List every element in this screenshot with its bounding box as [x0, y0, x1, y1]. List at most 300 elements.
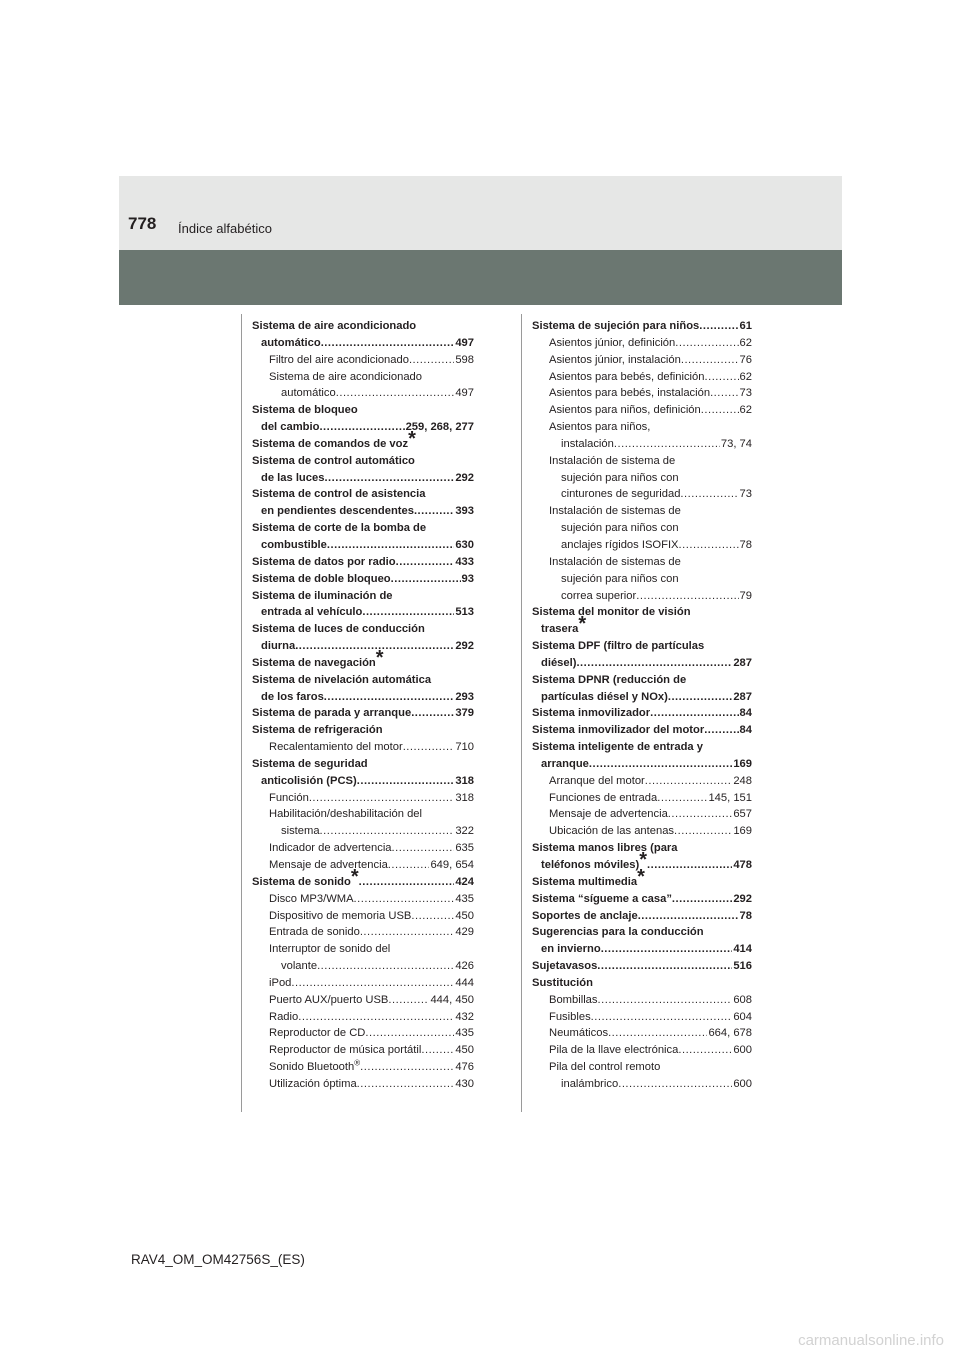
page-reference: 78 — [739, 909, 752, 922]
index-entry — [252, 1009, 474, 1026]
index-entry-text: Asientos para niños, definición — [549, 404, 701, 417]
page-reference: 287 — [733, 656, 752, 669]
index-entry-text: Instalación de sistemas de — [549, 505, 681, 518]
dot-leader — [411, 908, 454, 925]
dot-leader — [636, 588, 738, 605]
page-reference: 429 — [455, 926, 474, 939]
dot-leader — [614, 436, 720, 453]
index-entry — [532, 318, 752, 335]
dot-leader — [638, 908, 739, 925]
index-entry-text: Sistema multimedia* — [532, 865, 645, 888]
dot-leader — [672, 891, 732, 908]
asterisk-icon: * — [408, 427, 416, 450]
dot-leader — [704, 722, 738, 739]
index-entry-text: Reproductor de CD — [269, 1027, 366, 1040]
page-reference: 664, 678 — [708, 1027, 752, 1040]
index-entry — [532, 672, 752, 689]
page-reference: 62 — [739, 336, 752, 349]
asterisk-icon: * — [639, 849, 648, 871]
index-entry — [252, 638, 474, 655]
dot-leader — [598, 992, 733, 1009]
index-entry-text: sujeción para niños con — [561, 522, 679, 535]
page-reference: 248 — [733, 774, 752, 787]
index-entry — [252, 773, 474, 790]
dot-leader — [645, 773, 733, 790]
index-entry — [252, 705, 474, 722]
asterisk-icon: * — [375, 646, 384, 669]
index-entry-text: en invierno — [541, 943, 601, 956]
page-reference: 444 — [455, 976, 474, 989]
index-entry — [252, 1042, 474, 1059]
index-entry — [532, 756, 752, 773]
column-divider-left — [241, 314, 242, 1112]
dot-leader — [681, 352, 739, 369]
index-entry — [532, 402, 752, 419]
index-entry-text: Sistema del monitor de visión — [532, 606, 691, 619]
dot-leader — [701, 402, 739, 419]
page-reference: 84 — [739, 707, 752, 720]
index-entry-text: combustible — [261, 538, 327, 551]
index-entry-text: anticolisión (PCS) — [261, 774, 357, 787]
page-reference: 73, 74 — [720, 437, 752, 450]
index-entry — [532, 975, 752, 992]
index-entry-text: Habilitación/deshabilitación del — [269, 808, 422, 821]
index-entry-text: Sistema de datos por radio — [252, 555, 396, 568]
index-entry-text: Sonido Bluetooth® — [269, 1058, 361, 1074]
page-reference: 598 — [455, 353, 474, 366]
page-reference: 79 — [739, 589, 752, 602]
index-entry-text: de los faros — [261, 690, 324, 703]
index-entry-text: Sistema de luces de conducción — [252, 623, 425, 636]
page-reference: 292 — [733, 892, 752, 905]
index-entry — [532, 908, 752, 925]
index-entry — [252, 402, 474, 419]
index-entry — [532, 806, 752, 823]
dot-leader — [668, 689, 732, 706]
index-entry-text: Sistema de sujeción para niños — [532, 320, 700, 332]
page-reference: 259, 268, 277 — [405, 421, 474, 434]
index-entry-text: Asientos júnior, definición — [549, 336, 676, 349]
dot-leader — [291, 975, 454, 992]
index-entry — [252, 806, 474, 823]
index-entry — [252, 924, 474, 941]
page-reference: 318 — [455, 774, 474, 787]
index-entry-text: Ubicación de las antenas — [549, 825, 675, 838]
page-reference: 292 — [455, 640, 474, 653]
page-reference: 393 — [455, 505, 474, 518]
index-entry-text: del cambio — [261, 421, 320, 434]
page-reference: 287 — [733, 690, 752, 703]
page-reference: 478 — [733, 859, 752, 871]
index-entry-text: sistema — [281, 825, 320, 838]
index-entry-text: Indicador de advertencia — [269, 842, 392, 855]
index-entry-text: teléfonos móviles)* — [541, 849, 648, 871]
index-entry — [252, 857, 474, 874]
page-reference: 292 — [455, 471, 474, 484]
index-entry — [252, 588, 474, 605]
index-entry-text: Sistema de aire acondicionado — [252, 320, 417, 332]
index-entry-text: Entrada de sonido — [269, 926, 360, 939]
index-entry-text: Sistema “sígueme a casa” — [532, 892, 672, 905]
dot-leader — [388, 857, 430, 874]
dot-leader — [411, 705, 454, 722]
dot-leader — [362, 604, 454, 621]
index-entry-text: Asientos para niños, — [549, 421, 651, 434]
index-entry-text: iPod — [269, 976, 292, 989]
dot-leader — [678, 1042, 732, 1059]
index-entry-text: inalámbrico — [561, 1077, 619, 1090]
index-entry-text: Sistema de iluminación de — [252, 589, 393, 602]
index-entry-text: Sistema manos libres (para — [532, 842, 678, 855]
index-entry — [252, 722, 474, 739]
dot-leader — [320, 823, 455, 840]
dot-leader — [357, 773, 455, 790]
index-entry — [252, 470, 474, 487]
index-entry-text: anclajes rígidos ISOFIX — [561, 538, 679, 551]
index-entry — [532, 486, 752, 503]
index-entry — [252, 554, 474, 571]
index-entry-text: Fusibles — [549, 1010, 591, 1023]
index-entry-text: Bombillas — [549, 993, 598, 1006]
dot-leader — [388, 992, 429, 1009]
dot-leader — [668, 806, 733, 823]
index-entry — [252, 352, 474, 369]
index-entry-text: sujeción para niños con — [561, 471, 679, 484]
index-entry-text: de las luces — [261, 471, 325, 484]
dot-leader — [421, 1042, 454, 1059]
index-entry — [532, 958, 752, 975]
watermark: carmanualsonline.info — [798, 1332, 944, 1349]
index-entry — [532, 352, 752, 369]
index-entry — [252, 790, 474, 807]
index-entry-text: Instalación de sistemas de — [549, 555, 681, 568]
index-entry-text: Sugerencias para la conducción — [532, 926, 704, 939]
index-entry-text: Disco MP3/WMA — [269, 892, 354, 905]
index-entry — [252, 756, 474, 773]
index-entry — [532, 1042, 752, 1059]
dot-leader — [309, 790, 455, 807]
page-reference: 73 — [739, 387, 752, 400]
page-reference: 657 — [733, 808, 752, 821]
index-entry-text: Pila del control remoto — [549, 1061, 661, 1074]
dot-leader — [650, 705, 738, 722]
page-reference: 293 — [455, 690, 474, 703]
index-entry-text: Sistema inmovilizador del motor — [532, 724, 705, 737]
page-number: 778 — [128, 214, 157, 233]
page-reference: 600 — [733, 1077, 752, 1090]
index-entry-text: Sistema de doble bloqueo — [252, 572, 391, 585]
dot-leader — [589, 756, 732, 773]
index-entry — [252, 503, 474, 520]
page-reference: 710 — [455, 741, 474, 754]
index-entry-text: Arranque del motor — [549, 774, 645, 787]
index-entry-text: Sistema DPF (filtro de partículas — [532, 640, 705, 653]
index-entry — [532, 655, 752, 672]
page-reference: 93 — [461, 572, 474, 585]
page-reference: 630 — [455, 538, 474, 551]
index-entry — [252, 891, 474, 908]
index-entry — [252, 1025, 474, 1042]
index-entry-text: Puerto AUX/puerto USB — [269, 993, 389, 1006]
dot-leader — [396, 554, 455, 571]
dot-leader — [324, 689, 455, 706]
index-entry — [252, 520, 474, 537]
index-entry-text: arranque — [541, 757, 589, 770]
index-entry — [252, 840, 474, 857]
index-entry — [252, 672, 474, 689]
dot-leader — [360, 924, 455, 941]
index-entry — [252, 571, 474, 588]
asterisk-icon: * — [637, 865, 645, 888]
dot-leader — [647, 857, 732, 874]
index-entry-text: Sistema de sonido* — [252, 865, 359, 888]
index-entry-text: partículas diésel y NOx) — [541, 690, 668, 703]
index-entry — [532, 722, 752, 739]
index-entry-text: Sistema de corte de la bomba de — [252, 522, 427, 535]
dot-leader — [699, 318, 738, 335]
page-reference: 649, 654 — [430, 859, 474, 871]
index-entry — [252, 335, 474, 352]
dot-leader — [608, 1025, 707, 1042]
index-entry-text: Asientos júnior, instalación — [549, 353, 681, 366]
index-entry — [532, 924, 752, 941]
index-entry-text: Instalación de sistema de — [549, 454, 676, 467]
index-entry — [252, 369, 474, 386]
column-divider-right — [521, 314, 522, 1112]
index-entry-text: Soportes de anclaje — [532, 909, 638, 922]
dot-leader — [365, 1025, 454, 1042]
page-reference: 78 — [739, 538, 752, 551]
index-entry-text: Sistema de bloqueo — [252, 404, 358, 417]
page-reference: 318 — [455, 791, 474, 804]
index-entry-text: Dispositivo de memoria USB — [269, 909, 412, 922]
dot-leader — [704, 369, 738, 386]
index-entry-text: automático — [281, 387, 336, 400]
index-entry — [532, 537, 752, 554]
dot-leader — [414, 503, 454, 520]
index-entry — [532, 470, 752, 487]
index-entry-text: Sustitución — [532, 976, 593, 989]
dot-leader — [391, 571, 461, 588]
page-reference: 414 — [733, 943, 752, 956]
index-entry — [252, 604, 474, 621]
index-entry-text: Recalentamiento del motor — [269, 741, 403, 754]
page-reference: 497 — [455, 336, 474, 349]
index-entry — [532, 571, 752, 588]
index-entry-text: trasera* — [541, 613, 587, 636]
dot-leader — [680, 486, 738, 503]
index-entry — [252, 739, 474, 756]
document-code: RAV4_OM_OM42756S_(ES) — [131, 1252, 305, 1267]
index-entry-text: Sistema de refrigeración — [252, 724, 383, 737]
section-title: Índice alfabético — [178, 221, 272, 236]
page-reference: 433 — [455, 555, 474, 568]
index-entry-text: Utilización óptima — [269, 1077, 357, 1090]
index-entry-text: Neumáticos — [549, 1027, 609, 1040]
page-reference: 169 — [733, 825, 752, 838]
dot-leader — [317, 958, 454, 975]
dot-leader — [679, 537, 739, 554]
index-entry-text: Radio — [269, 1010, 299, 1023]
index-entry — [532, 503, 752, 520]
index-entry — [532, 941, 752, 958]
page-reference: 516 — [733, 960, 752, 973]
index-entry-text: Mensaje de advertencia — [269, 859, 388, 871]
page-reference: 61 — [739, 320, 752, 332]
dot-leader — [354, 891, 455, 908]
index-entry-text: Sistema inmovilizador — [532, 707, 651, 720]
index-entry — [252, 537, 474, 554]
index-entry — [532, 1076, 752, 1093]
asterisk-icon: * — [350, 865, 359, 888]
page-reference: 435 — [455, 1027, 474, 1040]
index-entry — [252, 453, 474, 470]
dot-leader — [591, 1009, 733, 1026]
dot-leader — [597, 958, 732, 975]
index-entry-text: diurna — [261, 640, 296, 653]
dot-leader — [324, 470, 454, 487]
index-entry — [532, 554, 752, 571]
page-reference: 450 — [455, 909, 474, 922]
index-entry-text: Función — [269, 791, 309, 804]
dot-leader — [601, 941, 733, 958]
page-reference: 84 — [739, 724, 752, 737]
index-column-left — [252, 318, 474, 1093]
index-entry — [532, 638, 752, 655]
index-entry — [252, 908, 474, 925]
dot-leader — [675, 335, 738, 352]
page-reference: 426 — [455, 960, 474, 973]
page-reference: 608 — [733, 993, 752, 1006]
index-entry-text: automático — [261, 336, 321, 349]
index-entry — [252, 1059, 474, 1076]
index-entry-text: Sistema inteligente de entrada y — [532, 741, 703, 754]
page-reference: 430 — [455, 1077, 474, 1090]
index-entry-text: cinturones de seguridad — [561, 488, 681, 501]
dot-leader — [298, 1009, 454, 1026]
dot-leader — [392, 840, 455, 857]
index-entry — [532, 604, 752, 621]
index-entry — [532, 790, 752, 807]
page-reference: 424 — [455, 875, 474, 888]
index-entry-text: Funciones de entrada — [549, 791, 658, 804]
index-entry — [532, 773, 752, 790]
dot-leader — [674, 823, 732, 840]
index-entry — [532, 419, 752, 436]
page-reference: 62 — [739, 404, 752, 417]
index-column-right — [532, 318, 752, 1093]
index-entry-text: Sistema de parada y arranque — [252, 707, 412, 720]
index-entry-text: Sistema de comandos de voz* — [252, 427, 416, 450]
dot-leader — [295, 638, 454, 655]
dot-leader — [319, 419, 404, 436]
dot-leader — [327, 537, 454, 554]
page-reference: 635 — [455, 842, 474, 855]
dot-leader — [321, 335, 455, 352]
dot-leader — [336, 385, 455, 402]
index-entry — [252, 941, 474, 958]
index-entry — [252, 975, 474, 992]
index-entry — [252, 318, 474, 335]
page-reference: 450 — [455, 1044, 474, 1057]
dot-leader — [710, 385, 738, 402]
index-entry — [532, 436, 752, 453]
index-entry-text: sujeción para niños con — [561, 572, 679, 585]
page-reference: 444, 450 — [430, 993, 474, 1006]
page-reference: 62 — [739, 370, 752, 383]
index-entry — [532, 520, 752, 537]
index-entry — [532, 705, 752, 722]
index-entry — [532, 335, 752, 352]
index-entry — [532, 613, 752, 638]
index-entry — [532, 823, 752, 840]
index-entry — [532, 992, 752, 1009]
index-entry — [252, 385, 474, 402]
dot-leader — [618, 1076, 732, 1093]
index-entry-text: Sujetavasos — [532, 960, 598, 973]
index-entry-text: instalación — [561, 437, 614, 450]
index-entry-text: Asientos para bebés, instalación — [549, 387, 711, 400]
index-entry-text: Reproductor de música portátil — [269, 1044, 422, 1057]
index-entry — [252, 823, 474, 840]
dot-leader — [576, 655, 732, 672]
index-entry — [252, 621, 474, 638]
page-reference: 497 — [455, 387, 474, 400]
asterisk-icon: * — [578, 613, 587, 636]
index-entry — [532, 453, 752, 470]
index-entry-text: Sistema de control de asistencia — [252, 488, 426, 501]
index-entry-text: Sistema DPNR (reducción de — [532, 673, 687, 686]
index-entry — [252, 419, 474, 436]
index-entry — [252, 486, 474, 503]
dot-leader — [403, 739, 455, 756]
index-entry-text: Asientos para bebés, definición — [549, 370, 705, 383]
index-entry — [532, 739, 752, 756]
index-entry-text: Sistema de aire acondicionado — [269, 370, 422, 383]
index-entry-text: correa superior — [561, 589, 637, 602]
index-entry — [532, 891, 752, 908]
page-reference: 73 — [739, 488, 752, 501]
dot-leader — [359, 874, 455, 891]
registered-mark: ® — [354, 1058, 361, 1068]
index-entry — [532, 369, 752, 386]
index-entry — [532, 588, 752, 605]
index-entry — [252, 689, 474, 706]
index-entry-text: entrada al vehículo — [261, 606, 363, 619]
dot-leader — [360, 1059, 454, 1076]
index-entry-text: en pendientes descendentes — [261, 505, 414, 518]
page-reference: 145, 151 — [708, 791, 752, 804]
index-entry-text: Interruptor de sonido del — [269, 943, 391, 956]
index-entry-text: Filtro del aire acondicionado — [269, 353, 409, 366]
index-entry — [532, 385, 752, 402]
index-entry — [532, 1009, 752, 1026]
page-reference: 513 — [455, 606, 474, 619]
page-reference: 379 — [455, 707, 474, 720]
page-reference: 604 — [733, 1010, 752, 1023]
page-reference: 322 — [455, 825, 474, 838]
index-entry-text: Mensaje de advertencia — [549, 808, 668, 821]
index-entry-text: Sistema de navegación* — [252, 646, 384, 669]
index-entry — [532, 1025, 752, 1042]
index-entry-text: Pila de la llave electrónica — [549, 1044, 679, 1057]
header-band — [119, 250, 842, 305]
index-entry-text: volante — [281, 960, 318, 973]
index-entry — [532, 1059, 752, 1076]
index-entry-text: diésel) — [541, 656, 577, 669]
page-reference: 435 — [455, 892, 474, 905]
index-entry — [252, 958, 474, 975]
